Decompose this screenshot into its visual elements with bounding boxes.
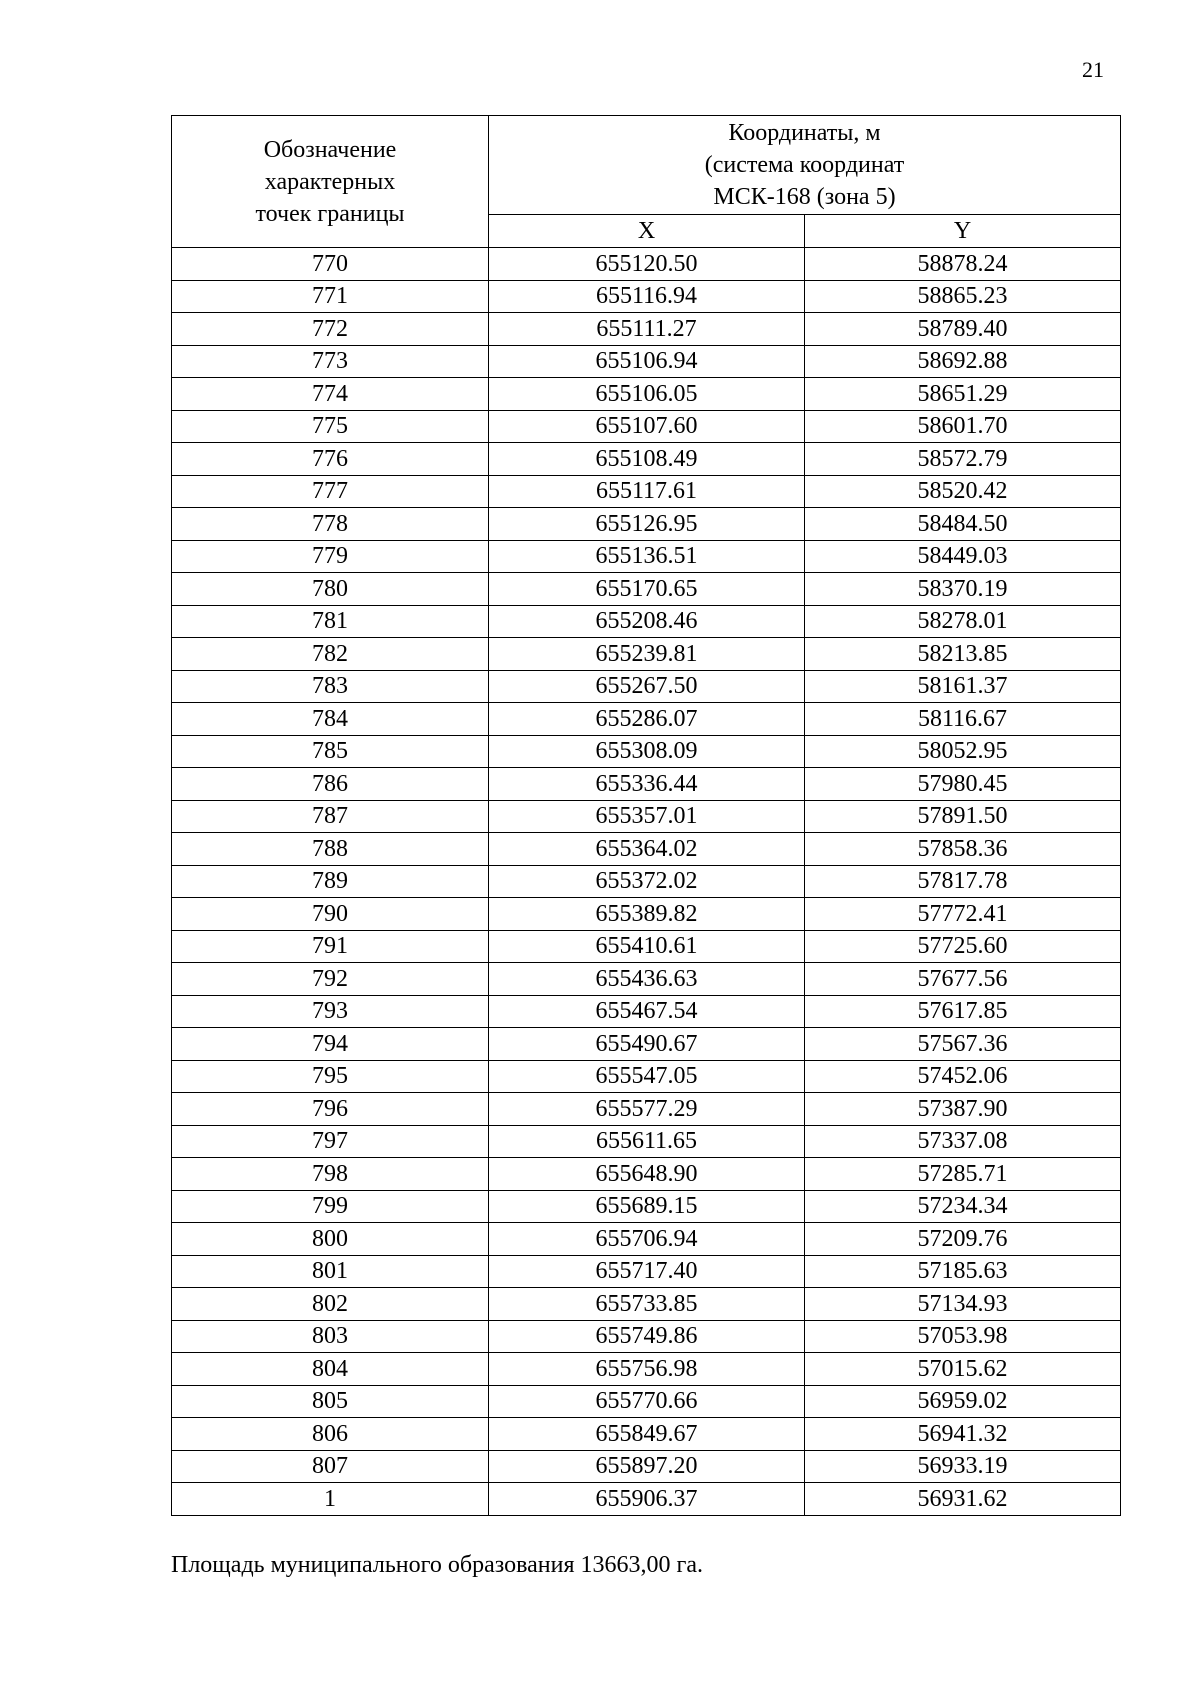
cell-y: 57337.08	[805, 1125, 1121, 1158]
table-row	[172, 930, 1121, 963]
cell-point: 787	[172, 800, 489, 833]
cell-y: 58651.29	[805, 378, 1121, 411]
cell-y: 58278.01	[805, 605, 1121, 638]
cell-point: 797	[172, 1125, 489, 1158]
table-row	[172, 1093, 1121, 1126]
cell-point: 806	[172, 1418, 489, 1451]
table-row	[172, 800, 1121, 833]
cell-y: 57015.62	[805, 1353, 1121, 1386]
cell-point: 776	[172, 443, 489, 476]
cell-x: 655308.09	[489, 735, 805, 768]
table-row	[172, 410, 1121, 443]
cell-x: 655107.60	[489, 410, 805, 443]
cell-y: 57134.93	[805, 1288, 1121, 1321]
cell-point: 783	[172, 670, 489, 703]
cell-y: 57891.50	[805, 800, 1121, 833]
cell-x: 655106.94	[489, 345, 805, 378]
table-row	[172, 963, 1121, 996]
cell-x: 655749.86	[489, 1320, 805, 1353]
cell-point: 805	[172, 1385, 489, 1418]
cell-point: 807	[172, 1450, 489, 1483]
table-row	[172, 508, 1121, 541]
cell-y: 57567.36	[805, 1028, 1121, 1061]
cell-y: 57452.06	[805, 1060, 1121, 1093]
cell-y: 58572.79	[805, 443, 1121, 476]
table-row	[172, 475, 1121, 508]
cell-point: 781	[172, 605, 489, 638]
cell-y: 57234.34	[805, 1190, 1121, 1223]
header-designation-line: Обозначение	[263, 136, 397, 163]
cell-x: 655208.46	[489, 605, 805, 638]
header-designation	[172, 116, 489, 248]
cell-x: 655170.65	[489, 573, 805, 606]
cell-y: 58878.24	[805, 248, 1121, 281]
cell-y: 58370.19	[805, 573, 1121, 606]
table-row	[172, 1158, 1121, 1191]
cell-x: 655286.07	[489, 703, 805, 736]
cell-y: 57980.45	[805, 768, 1121, 801]
cell-point: 791	[172, 930, 489, 963]
page-number: 21	[1082, 57, 1104, 82]
cell-point: 775	[172, 410, 489, 443]
table-row	[172, 995, 1121, 1028]
cell-point: 782	[172, 638, 489, 671]
cell-point: 772	[172, 313, 489, 346]
header-designation-line: точек границы	[255, 200, 405, 227]
cell-x: 655106.05	[489, 378, 805, 411]
cell-x: 655906.37	[489, 1483, 805, 1516]
cell-x: 655467.54	[489, 995, 805, 1028]
cell-point: 801	[172, 1255, 489, 1288]
table-row	[172, 735, 1121, 768]
cell-x: 655126.95	[489, 508, 805, 541]
cell-x: 655897.20	[489, 1450, 805, 1483]
cell-x: 655547.05	[489, 1060, 805, 1093]
cell-x: 655136.51	[489, 540, 805, 573]
table-header	[172, 116, 1121, 248]
table-row	[172, 898, 1121, 931]
cell-x: 655364.02	[489, 833, 805, 866]
header-designation-line: характерных	[264, 168, 396, 195]
cell-y: 57387.90	[805, 1093, 1121, 1126]
header-coordinates-line: Координаты, м	[728, 120, 881, 146]
header-x: X	[489, 215, 805, 248]
cell-point: 774	[172, 378, 489, 411]
table-row	[172, 1450, 1121, 1483]
cell-x: 655770.66	[489, 1385, 805, 1418]
cell-x: 655410.61	[489, 930, 805, 963]
cell-x: 655577.29	[489, 1093, 805, 1126]
cell-y: 57617.85	[805, 995, 1121, 1028]
table-row	[172, 1060, 1121, 1093]
cell-point: 780	[172, 573, 489, 606]
cell-point: 779	[172, 540, 489, 573]
header-y: Y	[805, 215, 1121, 248]
cell-x: 655336.44	[489, 768, 805, 801]
cell-y: 57772.41	[805, 898, 1121, 931]
table-row	[172, 703, 1121, 736]
cell-y: 58789.40	[805, 313, 1121, 346]
table-row	[172, 833, 1121, 866]
table-row	[172, 1320, 1121, 1353]
cell-point: 789	[172, 865, 489, 898]
table-row	[172, 573, 1121, 606]
cell-point: 802	[172, 1288, 489, 1321]
cell-x: 655706.94	[489, 1223, 805, 1256]
cell-y: 58052.95	[805, 735, 1121, 768]
cell-y: 56959.02	[805, 1385, 1121, 1418]
cell-x: 655389.82	[489, 898, 805, 931]
table-row	[172, 280, 1121, 313]
cell-x: 655120.50	[489, 248, 805, 281]
cell-y: 57817.78	[805, 865, 1121, 898]
cell-x: 655689.15	[489, 1190, 805, 1223]
cell-x: 655756.98	[489, 1353, 805, 1386]
cell-x: 655717.40	[489, 1255, 805, 1288]
table-row	[172, 1418, 1121, 1451]
cell-y: 58865.23	[805, 280, 1121, 313]
cell-point: 804	[172, 1353, 489, 1386]
cell-y: 57053.98	[805, 1320, 1121, 1353]
cell-y: 58116.67	[805, 703, 1121, 736]
table-row	[172, 1255, 1121, 1288]
cell-point: 793	[172, 995, 489, 1028]
cell-x: 655108.49	[489, 443, 805, 476]
table-body	[172, 248, 1121, 1516]
cell-point: 778	[172, 508, 489, 541]
table-row	[172, 768, 1121, 801]
cell-x: 655239.81	[489, 638, 805, 671]
cell-y: 58601.70	[805, 410, 1121, 443]
table-row	[172, 313, 1121, 346]
table-row	[172, 248, 1121, 281]
table-row	[172, 540, 1121, 573]
cell-point: 788	[172, 833, 489, 866]
cell-y: 57185.63	[805, 1255, 1121, 1288]
cell-y: 58692.88	[805, 345, 1121, 378]
cell-x: 655849.67	[489, 1418, 805, 1451]
cell-point: 803	[172, 1320, 489, 1353]
cell-point: 771	[172, 280, 489, 313]
cell-point: 770	[172, 248, 489, 281]
header-coordinates-line: МСК-168 (зона 5)	[713, 184, 896, 210]
cell-point: 798	[172, 1158, 489, 1191]
table-row	[172, 605, 1121, 638]
cell-y: 56941.32	[805, 1418, 1121, 1451]
header-coordinates-line: (система координат	[704, 152, 905, 178]
cell-x: 655357.01	[489, 800, 805, 833]
cell-y: 57209.76	[805, 1223, 1121, 1256]
table-row	[172, 1483, 1121, 1516]
header-coordinates	[489, 116, 1121, 215]
cell-x: 655436.63	[489, 963, 805, 996]
table-row	[172, 1288, 1121, 1321]
cell-y: 58449.03	[805, 540, 1121, 573]
cell-y: 58520.42	[805, 475, 1121, 508]
cell-point: 796	[172, 1093, 489, 1126]
cell-x: 655611.65	[489, 1125, 805, 1158]
table-row	[172, 443, 1121, 476]
cell-y: 56931.62	[805, 1483, 1121, 1516]
cell-y: 58213.85	[805, 638, 1121, 671]
cell-point: 777	[172, 475, 489, 508]
cell-y: 57677.56	[805, 963, 1121, 996]
table-row	[172, 1353, 1121, 1386]
cell-point: 794	[172, 1028, 489, 1061]
table-row	[172, 1385, 1121, 1418]
cell-point: 790	[172, 898, 489, 931]
cell-x: 655267.50	[489, 670, 805, 703]
cell-point: 799	[172, 1190, 489, 1223]
cell-y: 58484.50	[805, 508, 1121, 541]
table-row	[172, 1125, 1121, 1158]
table-row	[172, 670, 1121, 703]
cell-x: 655490.67	[489, 1028, 805, 1061]
table-row	[172, 1190, 1121, 1223]
cell-x: 655111.27	[489, 313, 805, 346]
coordinates-table	[171, 115, 1121, 1516]
cell-x: 655733.85	[489, 1288, 805, 1321]
cell-point: 795	[172, 1060, 489, 1093]
cell-point: 784	[172, 703, 489, 736]
table-row	[172, 638, 1121, 671]
table-row	[172, 378, 1121, 411]
cell-point: 1	[172, 1483, 489, 1516]
cell-y: 57858.36	[805, 833, 1121, 866]
cell-y: 56933.19	[805, 1450, 1121, 1483]
cell-point: 785	[172, 735, 489, 768]
cell-x: 655117.61	[489, 475, 805, 508]
table-row	[172, 865, 1121, 898]
area-note: Площадь муниципального образования 13663,00 га.	[171, 1552, 703, 1578]
table-row	[172, 1223, 1121, 1256]
cell-x: 655116.94	[489, 280, 805, 313]
cell-x: 655372.02	[489, 865, 805, 898]
cell-y: 57285.71	[805, 1158, 1121, 1191]
cell-y: 58161.37	[805, 670, 1121, 703]
table-row	[172, 1028, 1121, 1061]
cell-y: 57725.60	[805, 930, 1121, 963]
cell-point: 800	[172, 1223, 489, 1256]
cell-x: 655648.90	[489, 1158, 805, 1191]
table-row	[172, 345, 1121, 378]
cell-point: 773	[172, 345, 489, 378]
cell-point: 792	[172, 963, 489, 996]
cell-point: 786	[172, 768, 489, 801]
